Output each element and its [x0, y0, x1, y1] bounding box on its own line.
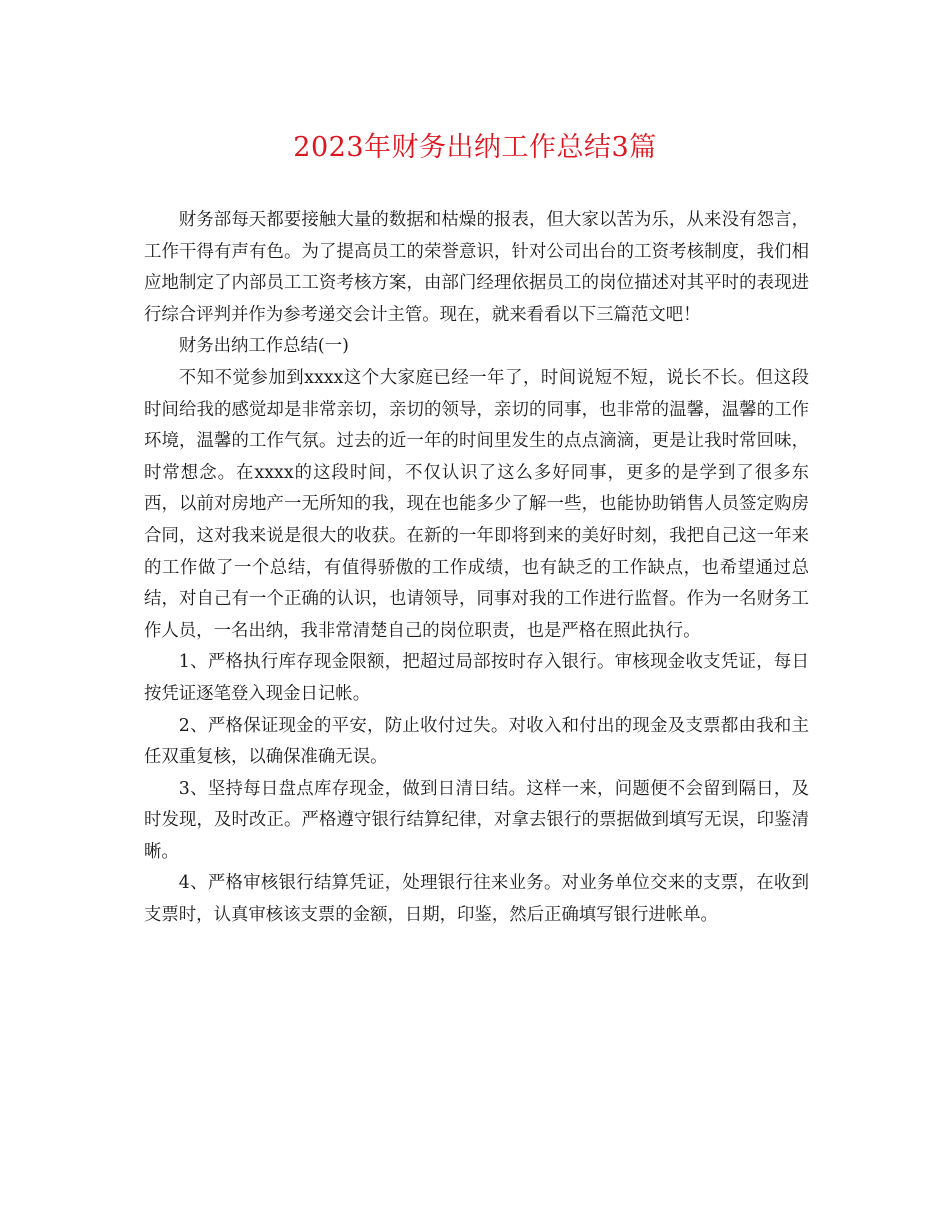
- intro-paragraph: 财务部每天都要接触大量的数据和枯燥的报表，但大家以苦为乐，从来没有怨言，工作干得有声有色。为了提高员工的荣誉意识，针对公司出台的工资考核制度，我们相应地制定了内部员工工资考核方案，由部门经理依据员工的岗位描述对其平时的表现进行综合评判并作为参考递交会计主管。现在，就来看看以下三篇范文吧！: [144, 210, 809, 325]
- list-item: 4、严格审核银行结算凭证，处理银行往来业务。对业务单位交来的支票，在收到支票时，认真审核该支票的金额，日期，印鉴，然后正确填写银行进帐单。: [144, 873, 809, 926]
- section-heading: 财务出纳工作总结(一): [178, 336, 349, 357]
- list-item: 1、严格执行库存现金限额，把超过局部按时存入银行。审核现金收支凭证，每日按凭证逐笔登入现金日记帐。: [144, 652, 809, 704]
- list-item: 3、坚持每日盘点库存现金，做到日清日结。这样一来，问题便不会留到隔日，及时发现，及时改正。严格遵守银行结算纪律，对拿去银行的票据做到填写无误，印鉴清晰。: [144, 778, 809, 862]
- body-paragraph: 不知不觉参加到xxxx这个大家庭已经一年了，时间说短不短，说长不长。但这段时间给我的感觉却是非常亲切，亲切的领导，亲切的同事，也非常的温馨，温馨的工作环境，温馨的工作气氛。过去的近一年的时间里发生的点点滴滴，更是让我时常回味，时常想念。在xxxx的这段时间，不仅认识了这么多好同事，更多的是学到了很多东西，以前对房地产一无所知的我，现在也能多少了解一些，也能协助销售人员签定购房合同，这对我来说是很大的收获。在新的一年即将到来的美好时刻，我把自己这一年来的工作做了一个总结，有值得骄傲的工作成绩，也有缺乏的工作缺点，也希望通过总结，对自己有一个正确的认识，也请领导，同事对我的工作进行监督。作为一名财务工作人员，一名出纳，我非常清楚自己的岗位职责，也是严格在照此执行。: [144, 367, 809, 641]
- document-title: 2023年财务出纳工作总结3篇: [293, 132, 657, 163]
- list-item: 2、严格保证现金的平安，防止收付过失。对收入和付出的现金及支票都由我和主任双重复核，以确保准确无误。: [144, 715, 809, 768]
- document-body: [144, 205, 809, 932]
